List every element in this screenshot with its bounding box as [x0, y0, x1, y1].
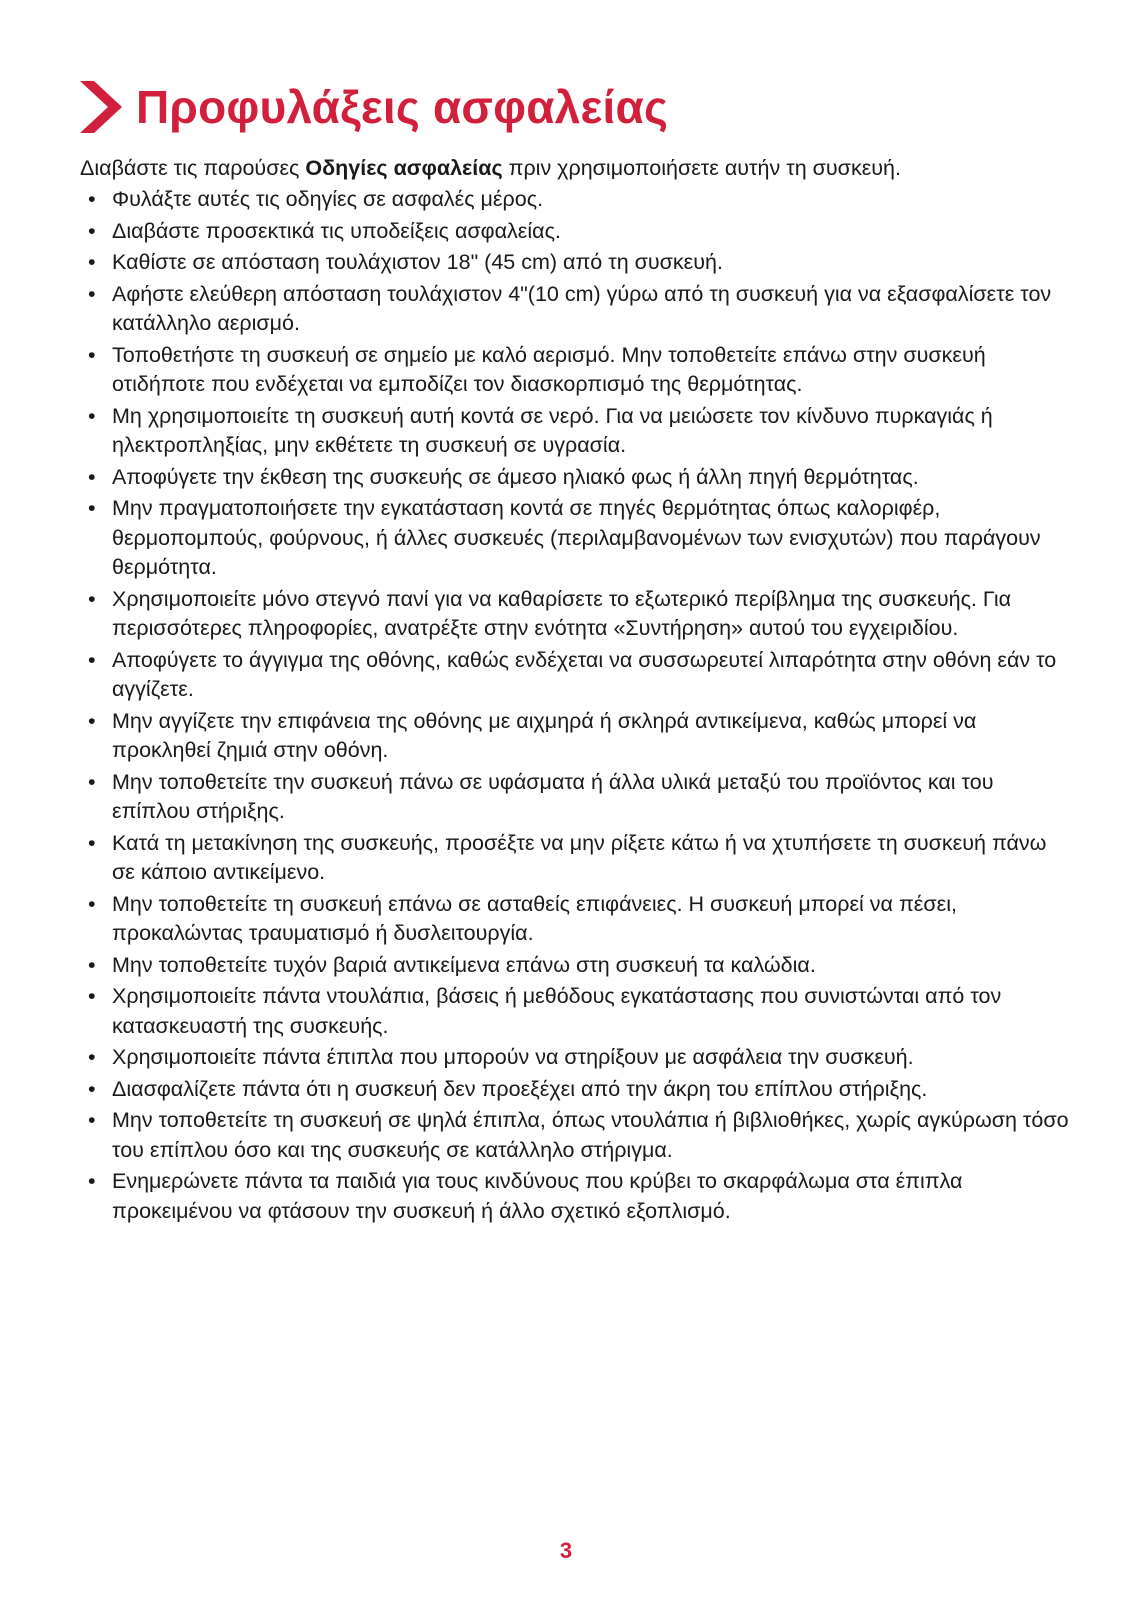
- list-item-text: Αφήστε ελεύθερη απόσταση τουλάχιστον 4"(10 cm) γύρω από τη συσκευή για να εξασφαλίσετε τον κατάλληλο αερισμό.: [112, 281, 1052, 335]
- list-item: [80, 1075, 1070, 1105]
- list-item: [80, 280, 1070, 339]
- list-item: [80, 185, 1070, 215]
- list-item-text: Μην αγγίζετε την επιφάνεια της οθόνης με αιχμηρά ή σκληρά αντικείμενα, καθώς μπορεί να προκληθεί ζημιά στην οθόνη.: [112, 708, 977, 762]
- list-item: [80, 494, 1070, 583]
- list-item: [80, 951, 1070, 981]
- bullet-icon: •: [88, 647, 96, 672]
- list-item: [80, 248, 1070, 278]
- bullet-icon: •: [88, 464, 96, 489]
- bullet-icon: •: [88, 984, 96, 1008]
- bullet-icon: •: [88, 952, 96, 977]
- list-item: [80, 402, 1070, 461]
- list-item-text: Φυλάξτε αυτές τις οδηγίες σε ασφαλές μέρος.: [112, 187, 544, 211]
- bullet-icon: •: [88, 1108, 96, 1132]
- bullet-icon: •: [88, 586, 96, 611]
- section-heading: [80, 72, 1070, 142]
- list-item-text: Ενημερώνετε πάντα τα παιδιά για τους κινδύνους που κρύβει το σκαρφάλωμα στα έπιπλα προκειμένου να φτάσουν την συσκευή ή άλλο σχετικό εξοπλισμό.: [112, 1169, 963, 1223]
- safety-list: [80, 185, 1070, 1226]
- bullet-icon: •: [88, 891, 96, 916]
- list-item-text: Καθίστε σε απόσταση τουλάχιστον 18" (45 cm) από τη συσκευή.: [112, 250, 723, 274]
- list-item-text: Διασφαλίζετε πάντα ότι η συσκευή δεν προεξέχει από την άκρη του επίπλου στήριξης.: [112, 1076, 928, 1101]
- list-item: [80, 707, 1070, 766]
- list-item-text: Μην πραγματοποιήσετε την εγκατάσταση κοντά σε πηγές θερμότητας όπως καλοριφέρ, θερμοπομπούς, φούρνους, ή άλλες συσκευές (περιλαμβανομένων των ενισχυτών) που παράγουν θερμότητα.: [112, 496, 1041, 579]
- bullet-icon: •: [88, 769, 96, 794]
- page-title: Προφυλάξεις ασφαλείας: [136, 81, 669, 133]
- list-item-text: Μη χρησιμοποιείτε τη συσκευή αυτή κοντά σε νερό. Για να μειώσετε τον κίνδυνο πυρκαγιάς ή ηλεκτροπληξίας, μην εκθέτετε τη συσκευή σε υγρασία.: [112, 403, 993, 457]
- chevron-right-icon: [80, 81, 122, 133]
- list-item: [80, 982, 1070, 1041]
- list-item: [80, 768, 1070, 827]
- page-number: 3: [559, 1538, 573, 1563]
- bullet-icon: •: [88, 281, 96, 306]
- list-item-text: Χρησιμοποιείτε μόνο στεγνό πανί για να καθαρίσετε το εξωτερικό περίβλημα της συσκευής. Για περισσότερες πληροφορίες, ανατρέξτε στην ενότητα «Συντήρηση» αυτού του εγχειριδίου.: [112, 586, 1012, 640]
- bullet-icon: •: [88, 496, 96, 520]
- list-item-text: Διαβάστε προσεκτικά τις υποδείξεις ασφαλείας.: [112, 218, 561, 243]
- bullet-icon: •: [88, 830, 96, 855]
- bullet-icon: •: [88, 1169, 96, 1193]
- list-item: [80, 829, 1070, 888]
- list-item-text: Αποφύγετε το άγγιγμα της οθόνης, καθώς ενδέχεται να συσσωρευτεί λιπαρότητα στην οθόνη εάν το αγγίζετε.: [112, 647, 1057, 701]
- bullet-icon: •: [88, 250, 96, 274]
- list-item: [80, 585, 1070, 644]
- intro-text-after: πριν χρησιμοποιήσετε αυτήν τη συσκευή.: [502, 156, 901, 180]
- page-content: [80, 72, 1070, 1226]
- list-item-text: Μην τοποθετείτε τη συσκευή σε ψηλά έπιπλα, όπως ντουλάπια ή βιβλιοθήκες, χωρίς αγκύρωση τόσο του επίπλου όσο και της συσκευής σε κατάλληλο στήριγμα.: [112, 1108, 1069, 1162]
- bullet-icon: •: [88, 1076, 96, 1101]
- list-item-text: Αποφύγετε την έκθεση της συσκευής σε άμεσο ηλιακό φως ή άλλη πηγή θερμότητας.: [112, 464, 919, 489]
- list-item-text: Χρησιμοποιείτε πάντα ντουλάπια, βάσεις ή μεθόδους εγκατάστασης που συνιστώνται από τον κατασκευαστή της συσκευής.: [112, 984, 1002, 1038]
- bullet-icon: •: [88, 187, 96, 211]
- list-item-text: Χρησιμοποιείτε πάντα έπιπλα που μπορούν να στηρίξουν με ασφάλεια την συσκευή.: [112, 1045, 914, 1069]
- list-item: [80, 1043, 1070, 1073]
- list-item-text: Μην τοποθετείτε τυχόν βαριά αντικείμενα επάνω στη συσκευή τα καλώδια.: [112, 952, 816, 977]
- bullet-icon: •: [88, 403, 96, 428]
- list-item: [80, 890, 1070, 949]
- list-item: [80, 341, 1070, 400]
- list-item: [80, 1167, 1070, 1226]
- list-item: [80, 463, 1070, 493]
- list-item-text: Μην τοποθετείτε την συσκευή πάνω σε υφάσματα ή άλλα υλικά μεταξύ του προϊόντος και του επίπλου στήριξης.: [112, 769, 994, 823]
- intro-bold-text: Οδηγίες ασφαλείας: [305, 156, 503, 180]
- list-item: [80, 646, 1070, 705]
- bullet-icon: •: [88, 218, 96, 243]
- bullet-icon: •: [88, 342, 96, 367]
- list-item: [80, 217, 1070, 247]
- list-item: [80, 1106, 1070, 1165]
- list-item-text: Κατά τη μετακίνηση της συσκευής, προσέξτε να μην ρίξετε κάτω ή να χτυπήσετε τη συσκευή πάνω σε κάποιο αντικείμενο.: [112, 830, 1047, 884]
- bullet-icon: •: [88, 708, 96, 733]
- intro-text-before: Διαβάστε τις παρούσες: [80, 156, 306, 180]
- bullet-icon: •: [88, 1045, 96, 1069]
- intro-paragraph: [80, 154, 1070, 183]
- list-item-text: Τοποθετήστε τη συσκευή σε σημείο με καλό αερισμό. Μην τοποθετείτε επάνω στην συσκευή οτιδήποτε που ενδέχεται να εμποδίζει τον διασκορπισμό της θερμότητας.: [112, 342, 986, 396]
- list-item-text: Μην τοποθετείτε τη συσκευή επάνω σε ασταθείς επιφάνειες. Η συσκευή μπορεί να πέσει, προκαλώντας τραυματισμό ή δυσλειτουργία.: [112, 891, 957, 945]
